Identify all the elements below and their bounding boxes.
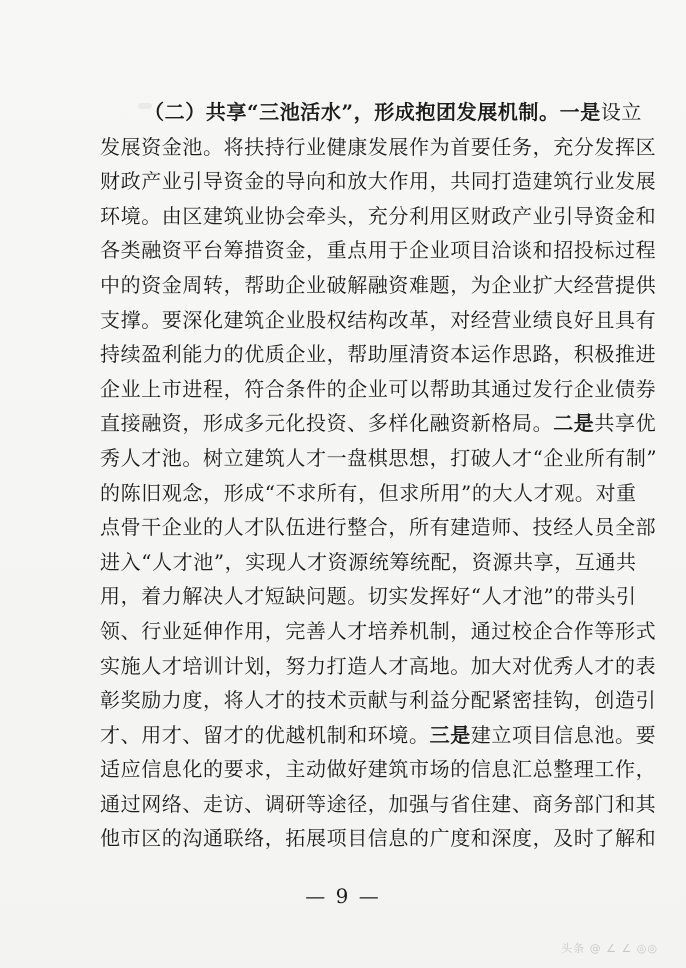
text-line [100, 683, 657, 718]
text-run: 领、行业延伸作用，完善人才培养机制，通过校企合作等形式 [100, 618, 657, 643]
text-run: 秀人才池。树立建筑人才一盘棋思想，打破人才“企业所有制” [100, 445, 658, 470]
bold-text-run: （二）共享“三池活水”，形成抱团发展机制。 [144, 100, 560, 124]
text-run: 他市区的沟通联络，拓展项目信息的广度和深度，及时了解和 [100, 826, 657, 851]
text-run: 点骨干企业的人才队伍进行整合，所有建造师、技经人员全部 [100, 515, 657, 540]
text-line [100, 130, 657, 165]
text-run: 适应信息化的要求，主动做好建筑市场的信息汇总整理工作， [100, 757, 657, 782]
text-line [100, 510, 657, 545]
text-line [100, 787, 657, 822]
text-run: 各类融资平台筹措资金，重点用于企业项目洽谈和招投标过程 [100, 238, 657, 263]
text-run: 通过网络、走访、调研等途径，加强与省住建、商务部门和其 [100, 791, 657, 816]
body-text [100, 95, 658, 856]
text-line [100, 579, 637, 614]
text-run: 建立项目信息池。要 [470, 722, 657, 747]
text-run: 中的资金周转，帮助企业破解融资难题，为企业扩大经营提供 [100, 272, 657, 297]
text-line [100, 545, 637, 580]
text-run: 共享优 [594, 411, 657, 436]
text-line [100, 718, 657, 753]
text-run: 财政产业引导资金的导向和放大作用，共同打造建筑行业发展 [100, 169, 657, 194]
text-line [100, 614, 657, 649]
text-run: 发展资金池。将扶持行业健康发展作为首要任务，充分发挥区 [100, 134, 657, 159]
text-line [100, 752, 657, 787]
text-run: 企业上市进程，符合条件的企业可以帮助其通过发行企业债券 [100, 376, 657, 401]
text-line [100, 337, 657, 372]
text-run: 进入“人才池”，实现人才资源统筹统配，资源共享，互通共 [100, 549, 637, 574]
text-run: 持续盈利能力的优质企业，帮助厘清资本运作思路，积极推进 [100, 342, 657, 367]
text-line [100, 406, 657, 441]
bold-text-run: 二是 [553, 411, 595, 436]
bold-text-run: 三是 [429, 722, 471, 747]
text-run: 的陈旧观念，形成“不求所有，但求所用”的大人才观。对重 [100, 480, 637, 505]
text-line [100, 268, 657, 303]
text-run: 直接融资，形成多元化投资、多样化融资新格局。 [100, 411, 554, 436]
text-line [100, 441, 658, 476]
page-number: — 9 — [305, 884, 381, 908]
text-run: 实施人才培训计划，努力打造人才高地。加大对优秀人才的表 [100, 653, 657, 678]
text-run: 用，着力解决人才短缺问题。切实发挥好“人才池”的带头引 [100, 584, 637, 609]
watermark: 头条 @ ∠ ∠ ◎◎ [561, 942, 658, 955]
text-line [100, 164, 657, 199]
text-line [100, 303, 657, 338]
text-line [100, 476, 637, 511]
text-line [100, 233, 657, 268]
text-line [100, 372, 657, 407]
text-run: 才、用才、留才的优越机制和环境。 [100, 722, 430, 747]
text-line [100, 95, 643, 130]
text-run: 彰奖励力度，将人才的技术贡献与利益分配紧密挂钩，创造引 [100, 688, 657, 713]
text-line [100, 199, 657, 234]
text-line [100, 821, 657, 856]
bold-text-run: 一是 [559, 100, 601, 124]
text-run: 支撑。要深化建筑企业股权结构改革，对经营业绩良好且具有 [100, 307, 657, 332]
text-line [100, 649, 657, 684]
text-run: 设立 [600, 100, 643, 124]
text-run: 环境。由区建筑业协会牵头，充分利用区财政产业引导资金和 [100, 203, 657, 228]
